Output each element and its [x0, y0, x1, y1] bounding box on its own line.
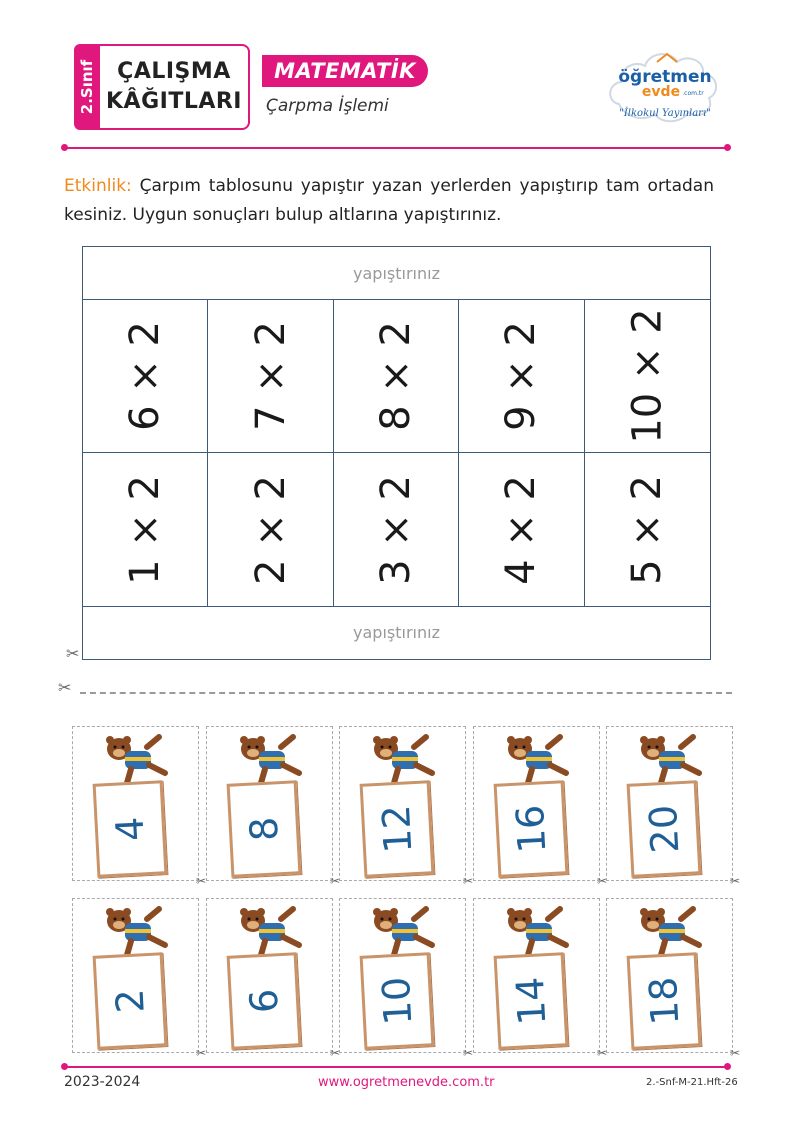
answer-card[interactable]	[606, 898, 740, 1060]
scissors-icon: ✂	[329, 1046, 340, 1060]
scissors-icon: ✂	[729, 1046, 740, 1060]
multiplication-grid	[83, 299, 710, 607]
website-link[interactable]: www.ogretmenevde.com.tr	[318, 1075, 495, 1090]
table-cell: 4 × 2	[459, 453, 584, 606]
table-cell: 10 × 2	[585, 300, 710, 453]
table-cell: 1 × 2	[83, 453, 208, 606]
answer-sign	[494, 780, 569, 878]
footer-dot-left	[61, 1063, 68, 1070]
header-divider	[64, 147, 728, 149]
answer-sign	[360, 780, 435, 878]
answer-sign	[360, 952, 435, 1050]
logo-domain: .com.tr	[682, 90, 704, 97]
answer-value: 18	[640, 975, 688, 1027]
paste-area-bottom: yapıştırınız	[353, 623, 440, 642]
grade-label: 2.Sınıf	[78, 59, 96, 115]
answer-sign	[627, 952, 702, 1050]
scissors-icon: ✂	[462, 1046, 473, 1060]
school-year: 2023-2024	[64, 1074, 141, 1090]
title-line-2: KÂĞITLARI	[106, 89, 242, 114]
logo-name-top: öğretmen	[618, 67, 712, 87]
answer-sign	[494, 952, 569, 1050]
answer-card[interactable]	[473, 898, 607, 1060]
topic-label: Çarpma İşlemi	[266, 96, 389, 116]
table-cell: 8 × 2	[334, 300, 459, 453]
footer-dot-right	[724, 1063, 731, 1070]
answer-value: 12	[373, 803, 421, 855]
answer-card[interactable]	[72, 726, 206, 888]
answer-value: 16	[507, 803, 555, 855]
answer-sign	[227, 952, 302, 1050]
subject-badge: MATEMATİK	[262, 55, 428, 87]
table-cell: 5 × 2	[624, 474, 671, 585]
answer-value: 14	[507, 975, 555, 1027]
scissors-icon: ✂	[329, 874, 340, 888]
activity-instruction	[64, 172, 714, 230]
logo-name-bottom: evde	[641, 84, 681, 100]
answer-sign	[93, 952, 168, 1050]
divider-dot-left	[61, 144, 68, 151]
table-cell: 6 × 2	[83, 300, 208, 453]
answer-value: 8	[241, 815, 287, 843]
activity-label: Etkinlik:	[64, 176, 132, 196]
cut-line	[80, 692, 732, 694]
table-cell: 7 × 2	[208, 300, 333, 453]
answer-card[interactable]	[339, 898, 473, 1060]
table-cell: 3 × 2	[334, 453, 459, 606]
paste-area-top: yapıştırınız	[353, 263, 440, 283]
answer-value: 4	[107, 815, 153, 843]
scissors-icon: ✂	[195, 874, 206, 888]
divider-dot-right	[724, 144, 731, 151]
scissors-icon: ✂	[729, 874, 740, 888]
answer-sign	[627, 780, 702, 878]
footer-divider	[64, 1066, 728, 1068]
answer-value: 10	[373, 975, 421, 1027]
activity-text: Çarpım tablosunu yapıştır yazan yerlerden yapıştırıp tam ortadan kesiniz. Uygun sonuçları bulup altlarına yapıştırınız.	[64, 176, 714, 225]
answer-card[interactable]	[206, 898, 340, 1060]
answer-card[interactable]	[473, 726, 607, 888]
publisher-logo	[605, 42, 725, 130]
answer-card[interactable]	[72, 898, 206, 1060]
scissors-icon: ✂	[596, 1046, 607, 1060]
table-cell: 2 × 2	[208, 453, 333, 606]
answer-value: 6	[241, 987, 287, 1015]
answer-sign	[227, 780, 302, 878]
worksheet-title	[100, 44, 250, 130]
scissors-icon: ✂	[58, 678, 72, 697]
title-line-1: ÇALIŞMA	[117, 59, 231, 84]
answer-card[interactable]	[206, 726, 340, 888]
answer-sign	[93, 780, 168, 878]
scissors-icon: ✂	[596, 874, 607, 888]
scissors-icon: ✂	[66, 644, 80, 663]
multiplication-table	[82, 246, 711, 660]
answer-card[interactable]	[339, 726, 473, 888]
worksheet-code: 2.-Snf-M-21.Hft-26	[646, 1077, 738, 1088]
answer-value: 20	[640, 803, 688, 855]
answer-card[interactable]	[606, 726, 740, 888]
logo-tagline: "İlkokul Yayınları"	[619, 108, 711, 119]
answer-value: 2	[107, 987, 153, 1015]
scissors-icon: ✂	[195, 1046, 206, 1060]
table-cell: 9 × 2	[459, 300, 584, 453]
scissors-icon: ✂	[462, 874, 473, 888]
